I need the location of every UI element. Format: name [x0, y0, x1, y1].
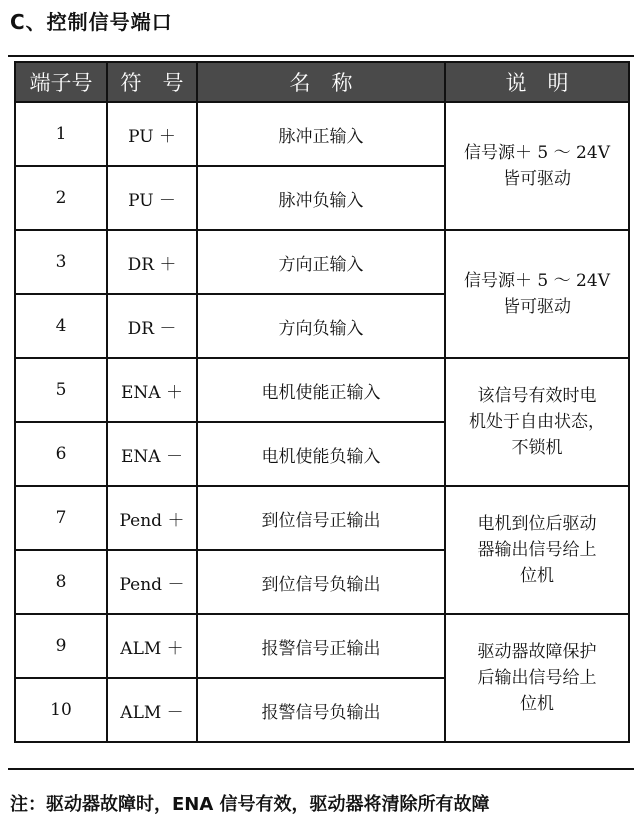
table-row: [15, 230, 629, 294]
signal-symbol: DR ＋: [107, 230, 197, 294]
terminal-no: 4: [15, 294, 107, 358]
terminal-no: 2: [15, 166, 107, 230]
signal-symbol: Pend －: [107, 550, 197, 614]
signal-name: 电机使能负输入: [197, 422, 445, 486]
description-line: 电机到位后驱动: [477, 514, 597, 534]
description-line: 驱动器故障保护: [477, 642, 597, 662]
signal-symbol: PU －: [107, 166, 197, 230]
signal-symbol: Pend ＋: [107, 486, 197, 550]
signal-name: 到位信号正输出: [197, 486, 445, 550]
description-line: 皆可驱动: [503, 169, 571, 189]
table-header-row: [15, 62, 629, 102]
terminal-no: 7: [15, 486, 107, 550]
signal-name: 电机使能正输入: [197, 358, 445, 422]
signal-description: [445, 102, 629, 230]
signal-name: 报警信号负输出: [197, 678, 445, 742]
description-line: 信号源＋ 5 ～ 24V: [464, 143, 610, 163]
signal-description: [445, 614, 629, 742]
terminal-no: 1: [15, 102, 107, 166]
description-line: 该信号有效时电: [477, 386, 597, 406]
signal-name: 脉冲负输入: [197, 166, 445, 230]
description-line: 位机: [520, 566, 554, 586]
terminal-no: 3: [15, 230, 107, 294]
description-line: 皆可驱动: [503, 297, 571, 317]
description-line: 机处于自由状态，: [469, 412, 605, 432]
header-description: 说 明: [445, 62, 629, 102]
signal-name: 脉冲正输入: [197, 102, 445, 166]
terminal-no: 5: [15, 358, 107, 422]
table-row: [15, 486, 629, 550]
description-line: 信号源＋ 5 ～ 24V: [464, 271, 610, 291]
header-terminal-no: 端子号: [15, 62, 107, 102]
section-heading: C、控制信号端口: [10, 10, 173, 34]
bottom-rule: [8, 768, 634, 770]
header-symbol: 符 号: [107, 62, 197, 102]
description-line: 不锁机: [511, 438, 563, 458]
terminal-no: 6: [15, 422, 107, 486]
top-rule: [8, 55, 634, 57]
signal-name: 方向正输入: [197, 230, 445, 294]
header-name: 名 称: [197, 62, 445, 102]
signal-description: [445, 230, 629, 358]
signal-symbol: ENA －: [107, 422, 197, 486]
signal-symbol: ENA ＋: [107, 358, 197, 422]
description-line: 后输出信号给上: [477, 668, 597, 688]
control-signal-table: [14, 61, 630, 743]
table-row: [15, 102, 629, 166]
signal-symbol: ALM －: [107, 678, 197, 742]
signal-name: 到位信号负输出: [197, 550, 445, 614]
signal-symbol: ALM ＋: [107, 614, 197, 678]
table-row: [15, 358, 629, 422]
signal-name: 报警信号正输出: [197, 614, 445, 678]
terminal-no: 8: [15, 550, 107, 614]
signal-symbol: PU ＋: [107, 102, 197, 166]
terminal-no: 9: [15, 614, 107, 678]
description-line: 器输出信号给上: [477, 540, 597, 560]
signal-description: [445, 358, 629, 486]
table-row: [15, 614, 629, 678]
signal-description: [445, 486, 629, 614]
terminal-no: 10: [15, 678, 107, 742]
signal-name: 方向负输入: [197, 294, 445, 358]
footnote: 注：驱动器故障时，ENA 信号有效，驱动器将清除所有故障: [10, 794, 490, 815]
signal-symbol: DR －: [107, 294, 197, 358]
description-line: 位机: [520, 694, 554, 714]
